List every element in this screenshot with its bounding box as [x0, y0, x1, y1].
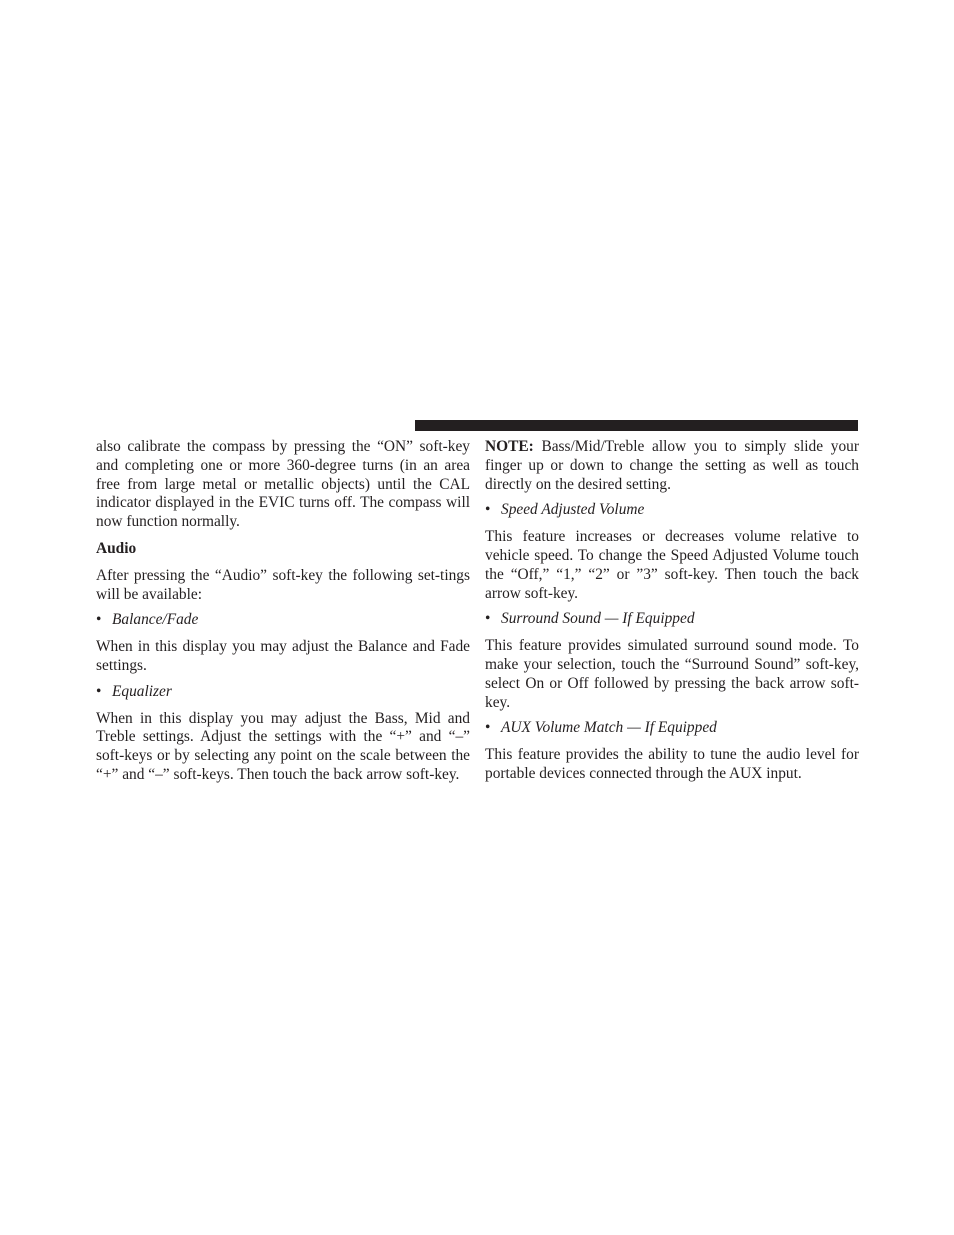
bullet-balance-fade	[96, 611, 470, 630]
bullet-icon: •	[96, 611, 102, 629]
right-column	[485, 438, 859, 784]
paragraph-speed-adjusted-volume: This feature increases or decreases volume relative to vehicle speed. To change the Speed Adjusted Volume touch the “Off,” “1,” “2” or ”3” soft-key. Then touch the back arrow soft-key.	[485, 528, 859, 602]
bullet-equalizer	[96, 683, 470, 702]
paragraph-audio-intro: After pressing the “Audio” soft-key the following set-tings will be available:	[96, 566, 470, 603]
bullet-icon: •	[96, 682, 102, 700]
bullet-icon: •	[485, 501, 491, 519]
bullet-label: AUX Volume Match — If Equipped	[501, 719, 717, 737]
paragraph-aux-volume-match: This feature provides the ability to tune the audio level for portable devices connected through the AUX input.	[485, 746, 859, 782]
bullet-icon: •	[485, 719, 491, 737]
paragraph-note	[485, 438, 859, 494]
bullet-label: Equalizer	[112, 682, 172, 700]
bullet-aux-volume-match	[485, 719, 859, 738]
paragraph-compass-calibration: also calibrate the compass by pressing the “ON” soft-key and completing one or more 360-degree turns (in an area free from large metal or metallic objects) until the CAL indicator displayed in the EVIC turns off. The compass will now function normally.	[96, 438, 470, 531]
bullet-surround-sound	[485, 610, 859, 629]
heading-audio: Audio	[96, 539, 137, 557]
left-column	[96, 438, 470, 785]
note-text: Bass/Mid/Treble allow you to simply slide your finger up or down to change the setting as well as touch directly on the desired setting.	[485, 438, 859, 493]
bullet-label: Surround Sound — If Equipped	[501, 610, 695, 628]
paragraph-equalizer: When in this display you may adjust the Bass, Mid and Treble settings. Adjust the settings with the “+” and “–” soft-keys or by selecting any point on the scale between the “+” and “–” soft-keys. Then touch the back arrow soft-key.	[96, 709, 470, 783]
bullet-speed-adjusted-volume	[485, 501, 859, 520]
note-label: NOTE:	[485, 438, 534, 455]
bullet-label: Balance/Fade	[112, 611, 199, 629]
paragraph-balance-fade: When in this display you may adjust the Balance and Fade settings.	[96, 638, 470, 674]
bullet-label: Speed Adjusted Volume	[501, 501, 645, 519]
header-rule	[415, 420, 858, 431]
paragraph-surround-sound: This feature provides simulated surround sound mode. To make your selection, touch the “Surround Sound” soft-key, select On or Off followed by pressing the back arrow soft-key.	[485, 637, 859, 711]
bullet-icon: •	[485, 610, 491, 628]
